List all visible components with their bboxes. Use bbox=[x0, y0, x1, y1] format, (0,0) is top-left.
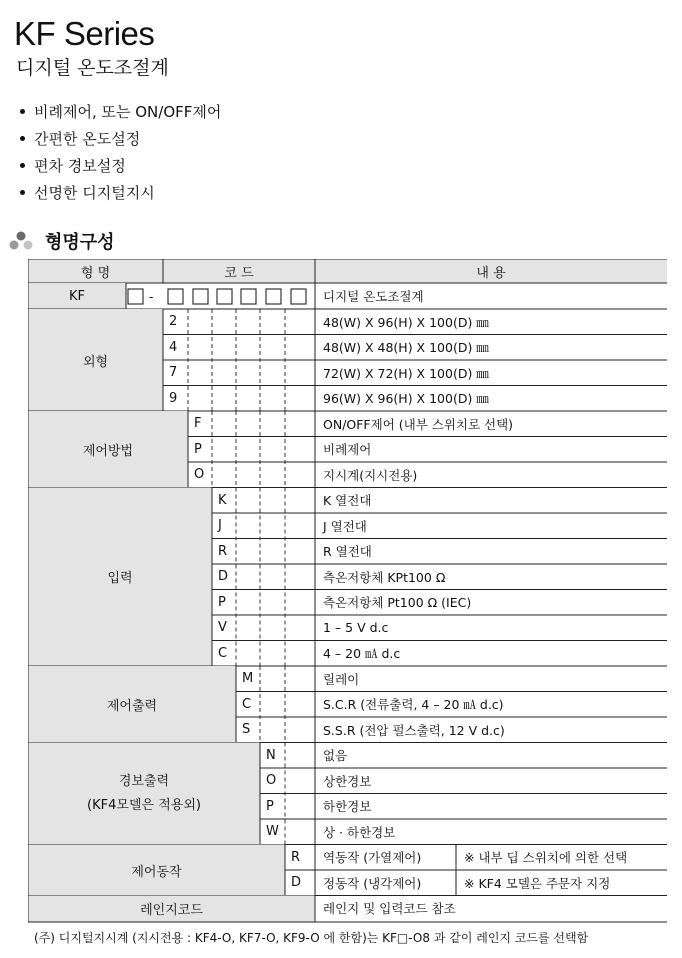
code-box-icon bbox=[128, 289, 143, 304]
content-cell: 레인지 및 입력코드 참조 bbox=[323, 901, 456, 917]
code-cell: 9 bbox=[169, 390, 178, 406]
code-cell: J bbox=[218, 518, 222, 534]
group-label: 제어동작 bbox=[131, 864, 182, 880]
content-cell: 72(W) X 72(H) X 100(D) ㎜ bbox=[323, 365, 489, 381]
code-cell: R bbox=[218, 543, 228, 559]
feature-item: 편차 경보설정 bbox=[18, 152, 221, 179]
code-separator: - bbox=[149, 290, 154, 304]
code-cell: P bbox=[266, 798, 274, 814]
bullet-icon bbox=[20, 136, 25, 141]
page-subtitle: 디지털 온도조절계 bbox=[16, 57, 169, 79]
code-cell: C bbox=[242, 696, 252, 712]
content-cell: 상한경보 bbox=[323, 773, 372, 789]
code-cell: 2 bbox=[169, 314, 178, 330]
feature-item: 선명한 디지털지시 bbox=[18, 179, 221, 206]
content-cell: J 열전대 bbox=[323, 518, 367, 534]
content-cell: 96(W) X 96(H) X 100(D) ㎜ bbox=[323, 391, 489, 407]
bullet-icon bbox=[20, 163, 25, 168]
code-cell: O bbox=[194, 467, 205, 483]
group-label-text: 경보출력 bbox=[118, 773, 170, 789]
code-box-icon bbox=[217, 289, 232, 304]
header-model: 형 명 bbox=[80, 265, 111, 281]
content-cell: 48(W) X 96(H) X 100(D) ㎜ bbox=[323, 314, 489, 330]
model-code-table bbox=[28, 259, 667, 922]
content-cell: S.S.R (전압 펄스출력, 12 V d.c) bbox=[323, 722, 505, 738]
content-cell: 1 – 5 V d.c bbox=[323, 620, 389, 636]
group-label: 제어출력 bbox=[106, 698, 158, 714]
feature-list bbox=[18, 98, 221, 206]
code-box-icon bbox=[168, 289, 183, 304]
group-label: 외형 bbox=[82, 354, 109, 370]
code-box-icon bbox=[291, 289, 306, 304]
code-cell: D bbox=[291, 875, 302, 891]
bullet-icon bbox=[20, 109, 25, 114]
group-label: 입력 bbox=[107, 571, 133, 587]
kf-label: KF bbox=[68, 288, 85, 304]
code-cell: V bbox=[218, 620, 227, 636]
code-cell: K bbox=[218, 492, 227, 508]
note-cell: ※ 내부 딥 스위치에 의한 선택 bbox=[464, 850, 628, 866]
code-cell: 4 bbox=[169, 339, 178, 355]
section-heading bbox=[8, 228, 115, 254]
content-cell: R 열전대 bbox=[323, 544, 372, 560]
section-title: 형명구성 bbox=[45, 232, 115, 253]
feature-item: 간편한 온도설정 bbox=[18, 125, 221, 152]
code-box-icon bbox=[241, 289, 256, 304]
note-cell: ※ KF4 모델은 주문자 지정 bbox=[464, 875, 611, 891]
content-cell: 지시계(지시전용) bbox=[323, 467, 418, 483]
code-cell: P bbox=[218, 594, 226, 610]
group-sublabel-text: (KF4모델은 적용외) bbox=[87, 797, 201, 813]
content-cell: K 열전대 bbox=[323, 493, 372, 509]
content-cell: ON/OFF제어 (내부 스위치로 선택) bbox=[323, 416, 514, 432]
header-content: 내 용 bbox=[476, 265, 506, 281]
code-cell: F bbox=[194, 416, 202, 432]
content-cell: 역동작 (가열제어) bbox=[323, 850, 422, 866]
code-cell: N bbox=[266, 747, 276, 763]
group-label bbox=[28, 743, 260, 845]
group-label: 레인지코드 bbox=[140, 903, 203, 919]
code-cell: C bbox=[218, 645, 228, 661]
kf-content: 디지털 온도조절계 bbox=[323, 289, 424, 304]
content-cell: 릴레이 bbox=[323, 671, 360, 687]
content-cell: 없음 bbox=[323, 748, 348, 764]
code-box-icon bbox=[266, 289, 281, 304]
content-cell: 4 – 20 ㎃ d.c bbox=[323, 646, 401, 662]
code-cell: P bbox=[194, 441, 202, 457]
content-cell: 상 · 하한경보 bbox=[323, 824, 396, 840]
bullet-icon bbox=[20, 190, 25, 195]
code-cell: S bbox=[242, 722, 251, 738]
content-cell: 48(W) X 48(H) X 100(D) ㎜ bbox=[323, 340, 489, 356]
page-title: KF Series bbox=[14, 15, 155, 52]
code-cell: W bbox=[266, 824, 279, 840]
code-cell: 7 bbox=[169, 365, 178, 381]
dots-cluster-icon bbox=[8, 231, 34, 251]
content-cell: 측온저항체 Pt100 Ω (IEC) bbox=[323, 595, 472, 611]
code-cell: O bbox=[266, 773, 277, 789]
content-cell: 정동작 (냉각제어) bbox=[323, 875, 422, 891]
code-box-icon bbox=[193, 289, 208, 304]
code-cell: M bbox=[242, 671, 254, 687]
footnote: (주) 디지털지시계 (지시전용 : KF4-O, KF7-O, KF9-O 에 한함)는 KF□-O8 과 같이 레인지 코드를 선택함 bbox=[34, 931, 589, 945]
content-cell: 하한경보 bbox=[323, 799, 372, 815]
header-code: 코 드 bbox=[224, 265, 254, 281]
code-cell: R bbox=[291, 849, 301, 865]
code-cell: D bbox=[218, 569, 229, 585]
content-cell: S.C.R (전류출력, 4 – 20 ㎃ d.c) bbox=[323, 697, 504, 713]
content-cell: 측온저항체 KPt100 Ω bbox=[323, 569, 446, 585]
feature-item: 비례제어, 또는 ON/OFF제어 bbox=[18, 98, 221, 125]
group-label: 제어방법 bbox=[82, 443, 134, 459]
content-cell: 비례제어 bbox=[323, 442, 372, 458]
